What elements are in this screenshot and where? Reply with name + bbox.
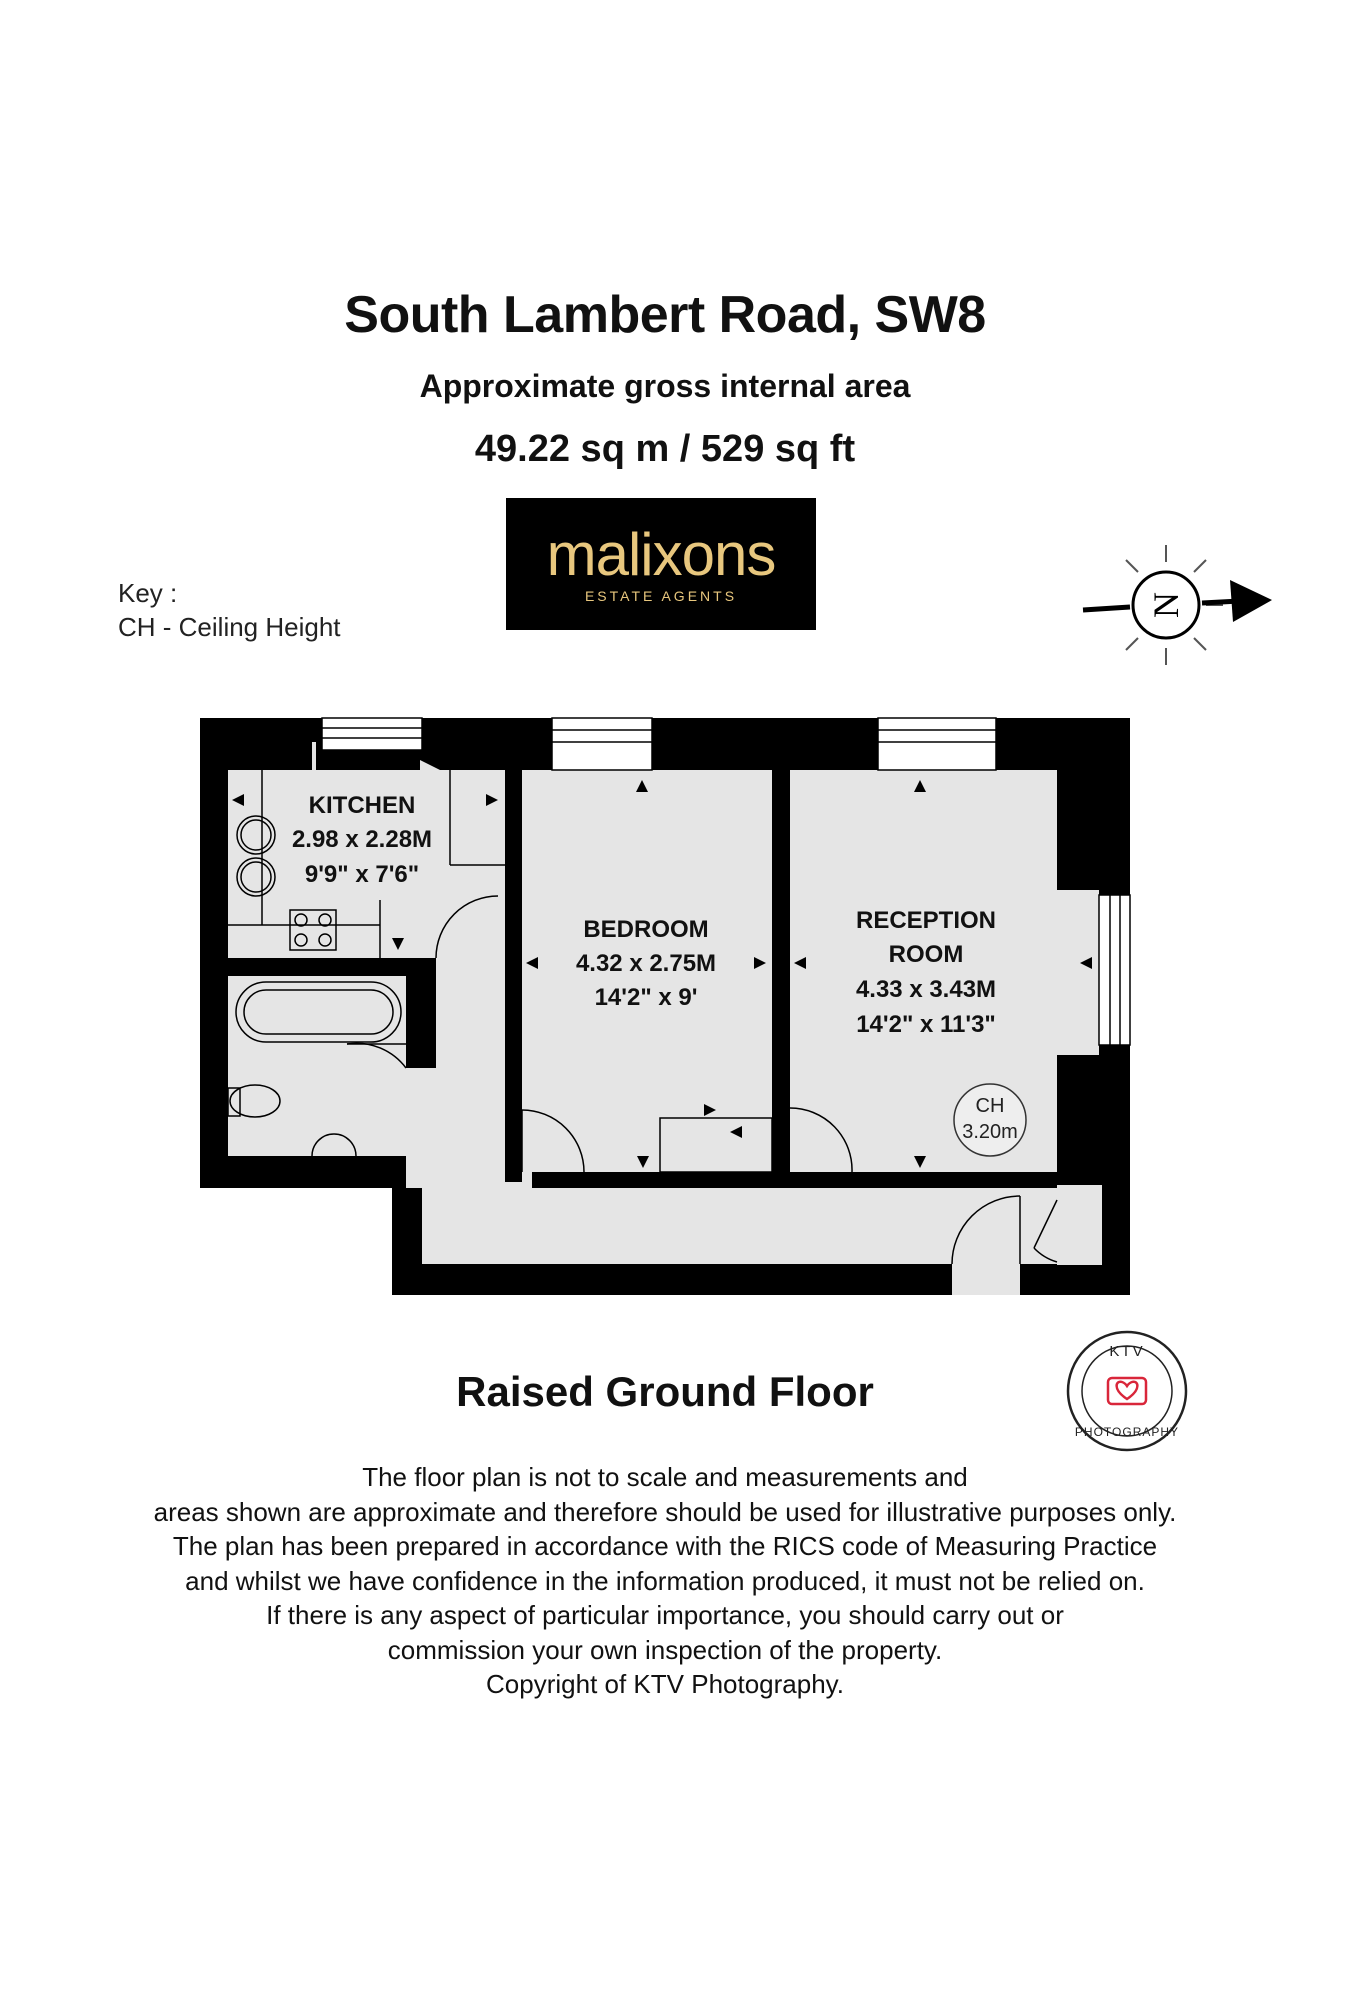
floor-plan [200,718,1130,1295]
kitchen-name: KITCHEN [308,792,416,819]
compass-letter: N [1146,592,1186,618]
reception-imperial: 14'2" x 11'3" [856,1011,996,1038]
compass-north-arrow-icon [1083,545,1272,665]
kitchen-metric: 2.98 x 2.28M [291,826,433,853]
disclaimer-line: The floor plan is not to scale and measurements and [362,1462,968,1492]
disclaimer-line: areas shown are approximate and therefore should be used for illustrative purposes only. [153,1496,1177,1527]
disclaimer-line: Copyright of KTV Photography. [486,1669,844,1699]
key-entry-ch: CH - Ceiling Height [118,612,341,642]
stamp-top-text: KTV [1109,1343,1145,1360]
ch-label: CH [975,1095,1005,1117]
bedroom-name: BEDROOM [583,916,709,943]
reception-metric: 4.33 x 3.43M [855,976,997,1003]
bedroom-metric: 4.32 x 2.75M [575,950,717,977]
key-heading: Key : [118,578,178,608]
logo-brand: malixons [546,521,776,588]
floor-label: Raised Ground Floor [456,1368,874,1415]
disclaimer-line: and whilst we have confidence in the information produced, it must not be relied on. [185,1565,1145,1596]
reception-name-line2: ROOM [888,941,964,968]
disclaimer-line: commission your own inspection of the property. [387,1634,943,1665]
disclaimer-line: If there is any aspect of particular importance, you should carry out or [266,1600,1064,1630]
page-title: South Lambert Road, SW8 [344,286,986,344]
logo-tagline: ESTATE AGENTS [584,588,738,604]
stamp-bottom-text: PHOTOGRAPHY [1074,1425,1180,1439]
ch-value: 3.20m [962,1121,1018,1143]
disclaimer-line: The plan has been prepared in accordance with the RICS code of Measuring Practice [172,1531,1158,1561]
kitchen-imperial: 9'9" x 7'6" [304,861,420,888]
reception-name-line1: RECEPTION [855,907,997,934]
gross-area-value: 49.22 sq m / 529 sq ft [474,428,856,470]
bedroom-imperial: 14'2" x 9' [594,984,698,1011]
disclaimer [0,1460,1330,1702]
area-subtitle: Approximate gross internal area [419,368,911,404]
